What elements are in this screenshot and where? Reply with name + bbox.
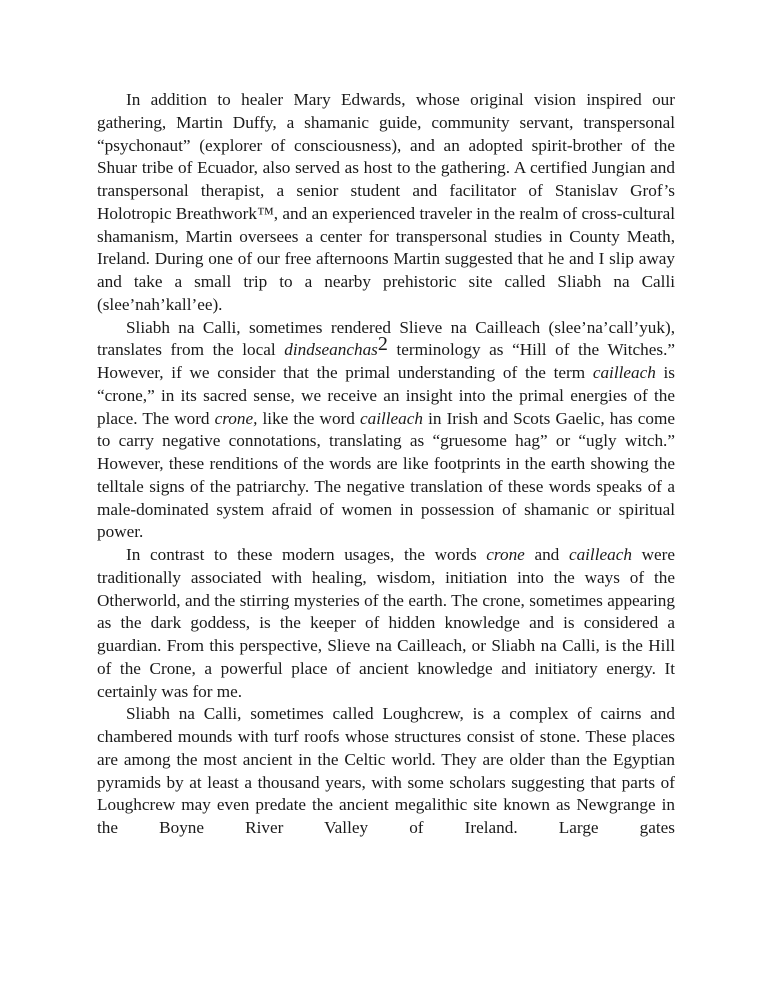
text-run: were traditionally associated with healing, wisdom, initiation into the ways of the Otherworld, and the stirring mysteries of the earth. The crone, sometimes appearing as the dark goddess, is the keeper of hidden knowledge and is considered a guardian. From this perspective, Slieve na Cailleach, or Sliabh na Calli, is the Hill of the Crone, a powerful place of ancient knowledge and initiatory energy. It certainly was for me. <box>97 545 675 701</box>
text-run: In contrast to these modern usages, the words <box>126 545 487 564</box>
page-body <box>97 89 675 840</box>
text-run: In addition to healer Mary Edwards, whose original vision inspired our gathering, Martin Duffy, a shamanic guide, community servant, transpersonal “psychonaut” (explorer of consciousness), and an adopted spirit-brother of the Shuar tribe of Ecuador, also served as host to the gathering. A certified Jungian and transpersonal therapist, a senior student and facilitator of Stanislav Grof’s Holotropic Breathwork™, and an experienced traveler in the realm of cross-cultural shamanism, Martin oversees a center for transpersonal studies in County Meath, Ireland. During one of our free afternoons Martin suggested that he and I slip away and take a small trip to a nearby prehistoric site called Sliabh na Calli (slee’nah’kall’ee). <box>97 90 675 314</box>
italic-term: crone, <box>214 408 258 428</box>
paragraph-1 <box>97 89 675 317</box>
paragraph-4 <box>97 703 675 840</box>
italic-term: cailleach <box>359 408 423 428</box>
text-run: Sliabh na Calli, sometimes called Loughcrew, is a complex of cairns and chambered mounds with turf roofs whose structures consist of stone. These places are among the most ancient in the Celtic world. They are older than the Egyptian pyramids by at least a thousand years, with some scholars suggesting that parts of Loughcrew may even predate the ancient megalithic site known as Newgrange in the Boyne River Valley of Ireland. Large gates <box>97 704 675 837</box>
text-run: and <box>524 545 569 564</box>
text-run: is “crone,” in its sacred sense, we receive an insight into the primal energies of the place. The word <box>97 363 675 428</box>
italic-term: cailleach <box>592 363 656 382</box>
paragraph-2 <box>97 317 675 545</box>
text-run: in Irish and Scots Gaelic, has come to carry negative connotations, translating as “gruesome hag” or “ugly witch.” However, these renditions of the words are like footprints in the earth showing the telltale signs of the patriarchy. The negative translation of these words speaks of a male-dominated system afraid of women in possession of shamanic or spiritual power. <box>97 408 675 542</box>
paragraph-3 <box>97 544 675 703</box>
italic-term: cailleach <box>568 545 632 564</box>
text-run: Sliabh na Calli, sometimes rendered Slieve na Cailleach (slee’na’call’yuk), translates from the local <box>97 317 675 360</box>
text-run: like the word <box>257 408 360 428</box>
footnote-marker: 2 <box>377 333 388 356</box>
italic-term: crone <box>486 545 525 564</box>
text-run: terminology as “Hill of the Witches.” However, if we consider that the primal understanding of the term <box>97 340 675 382</box>
italic-term: dindseanchas <box>284 340 378 360</box>
